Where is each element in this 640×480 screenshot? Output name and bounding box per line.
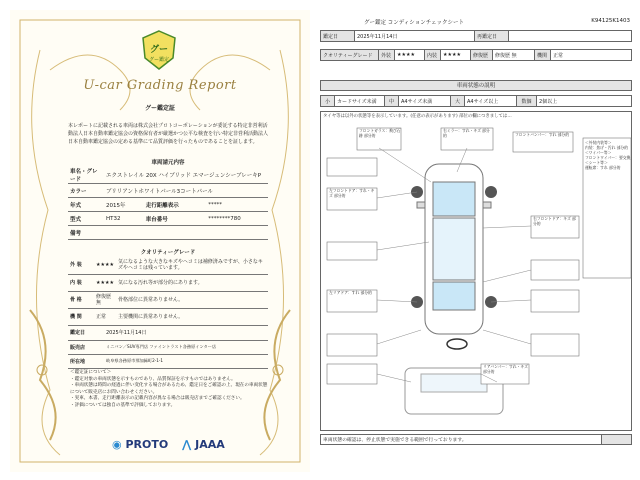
grade-desc: 気になる汚れ等が部分的にあります。 [116, 274, 268, 291]
grade-desc: 気になるような大きなキズやヘコミは補修済みですが、小さなキズやヘコミは残っています。 [116, 257, 268, 274]
date-label: 鑑定日 [321, 31, 355, 42]
sheet-header [320, 16, 632, 28]
table-row [68, 212, 268, 226]
side-note-line: ＜シート等＞ [585, 160, 608, 165]
date-label: 鑑定日 [68, 326, 104, 340]
table-row [68, 257, 268, 274]
section-car-title: 車両請元内容 [151, 160, 185, 166]
row-value: エクストレイル 20X ハイブリッド エマージェンシーブレーキP [104, 167, 268, 184]
row-key: 型式 [68, 212, 104, 226]
callout-text: 左リアドア：すれ 部分的 [329, 290, 372, 295]
remarks-label: 備考 [68, 226, 104, 240]
size-cell: 小 [321, 96, 335, 107]
size-cell: A4サイズ以上 [465, 96, 517, 107]
grade-stars: ★★★★ [94, 257, 116, 274]
side-note-line: フロントワイパー：要交換 [585, 155, 631, 160]
repair-label: 修復歴 [471, 50, 493, 61]
note-line: ・車両状態は時間の経過に伴い変化する場合があるため、鑑定日をご確認の上、現在の車両状態について販売店にお問い合わせください。 [70, 383, 268, 395]
quality-label: クオリティーグレード [321, 50, 379, 61]
callout-text: 右ミラー：すれ・キズ 部分的 [443, 128, 490, 138]
store-table [68, 326, 268, 369]
proto-logo: ◉ PROTO [112, 438, 169, 451]
table-row [321, 31, 632, 42]
row-value: ブリリアントホワイトパール3コートパール [104, 184, 268, 198]
table-row [68, 274, 268, 291]
report-title: U-car Grading Report [83, 78, 237, 93]
table-row [321, 50, 632, 61]
ext-value: ★★★★ [395, 50, 425, 61]
grade-key: 機 関 [68, 308, 94, 325]
grade-stars: ★★★★ [94, 274, 116, 291]
table-row [321, 96, 632, 107]
footnote-cell [602, 435, 632, 445]
table-row [68, 308, 268, 325]
table-row [68, 340, 268, 354]
mileage-value: ***** [206, 198, 268, 212]
vehicle-diagram-box [320, 111, 632, 431]
quality-row-table [320, 49, 632, 61]
int-label: 内装 [425, 50, 441, 61]
engine-label: 機関 [535, 50, 551, 61]
chassis-value: ********780 [206, 212, 268, 226]
table-row [68, 291, 268, 308]
callout-text: フロントバンパー：すれ 部分的 [515, 132, 570, 137]
jaaa-logo: ⋀ JAAA [182, 438, 225, 451]
grade-stars: 正常 [94, 308, 116, 325]
svg-text:グー鑑定: グー鑑定 [148, 57, 170, 63]
grade-desc: 主要機関に異常ありません。 [116, 308, 268, 325]
sheet-title: グー鑑定 コンディションチェックシート [364, 20, 465, 26]
callout-text: フロントガラス：飛び石跡 部分的 [359, 128, 401, 138]
size-cell: 大 [451, 96, 465, 107]
row-value: HT32 [104, 212, 144, 226]
table-row [68, 226, 268, 240]
sheet-number: K94125K1403 [591, 18, 630, 24]
svg-text:グー: グー [149, 45, 169, 55]
panel-title: 車両状態の説明 [320, 80, 632, 91]
side-note-line: ＜外装内装等＞ [585, 140, 612, 145]
chassis-label: 車台番号 [144, 212, 207, 226]
side-note-line: ＜ワイパー等＞ [585, 150, 612, 155]
grade-key: 内 装 [68, 274, 94, 291]
footnote-table [320, 434, 632, 445]
callout-text: リアバンパー：すれ・キズ 部分的 [483, 364, 528, 374]
cert-label: グー鑑定証 [144, 105, 175, 112]
size-legend-table [320, 95, 632, 107]
grade-stars: 修復歴 無 [94, 291, 116, 308]
remarks-value [104, 226, 268, 240]
size-cell: 2個以上 [537, 96, 632, 107]
row-key: 年式 [68, 198, 104, 212]
callout-text: 右フロントドア：キズ 部分的 [533, 216, 576, 226]
engine-value: 正常 [551, 50, 632, 61]
goo-badge-icon [141, 30, 177, 70]
footnote-text: 車両状態の確認は、停止状態で実施できる範囲で行っております。 [321, 435, 602, 445]
int-value: ★★★★ [441, 50, 471, 61]
note-line: ・鑑定対象の車両状態を示すものであり、品質保証を示すものではありません。 [70, 376, 236, 382]
row-value: 2015年 [104, 198, 144, 212]
section-grade-title: クオリティーグレード [140, 250, 196, 256]
grading-certificate [10, 10, 310, 472]
table-row [68, 198, 268, 212]
note-line: ・実車、本書、走行距離表示の記載内容が異なる場合は販売店までご確認ください。 [70, 396, 245, 401]
address-label: 所在地 [68, 354, 104, 368]
condition-check-sheet [320, 16, 632, 472]
note-line: ・評価については独自の基準で評価しております。 [70, 402, 176, 408]
table-row [68, 326, 268, 340]
row-key: カラー [68, 184, 104, 198]
grade-table [68, 257, 268, 326]
mileage-label: 走行距離表示 [144, 198, 207, 212]
row-key: 車名・グレード [68, 167, 104, 184]
size-cell: 数個 [517, 96, 537, 107]
side-notes [585, 140, 631, 170]
grade-key: 骨 格 [68, 291, 94, 308]
callout-text: 左フロントドア：すれ・キズ 部分的 [329, 188, 375, 198]
store-value: ミニバン／SUV専門店 ファイントラスト各務原インター店 [104, 340, 268, 354]
address-value: 岐阜県各務原市那加緑町2-1-1 [104, 354, 268, 368]
grade-key: 外 装 [68, 257, 94, 274]
next-date-label: 再鑑定日 [475, 31, 509, 42]
store-label: 販売店 [68, 340, 104, 354]
next-date-value [509, 31, 632, 42]
grade-desc: 骨格部位に異常ありません。 [116, 291, 268, 308]
table-row [68, 184, 268, 198]
diagram-legend: タイヤ等は以外の状態等を表示しています。(任意の表示があります) 部位の欄につきましては… [323, 114, 512, 119]
side-note-line: 内装：焦げ・汚れ 部分的 [585, 145, 628, 150]
size-cell: 中 [385, 96, 399, 107]
side-note-line: 運転席：すれ 部分的 [585, 165, 621, 170]
size-cell: カードサイズ未満 [335, 96, 385, 107]
certificate-notes [70, 370, 270, 409]
table-row [68, 167, 268, 184]
table-row [321, 435, 632, 445]
intro-text: 本レポートに記載される車両は株式会社プロトコーポレーションが委託する特定非営利活動法人日本自動車鑑定協会の資格保有者が厳選かつ公平な検査を行い特定非営利活動法人日本自動車鑑定協会の定める基準にて品質評価を行ったものであることを証します。 [68, 123, 269, 145]
date-value: 2025年11月14日 [104, 326, 268, 340]
size-cell: A4サイズ未満 [399, 96, 451, 107]
note-line: ＜鑑定証について＞ [70, 370, 112, 375]
date-value: 2025年11月14日 [355, 31, 475, 42]
vehicle-info-table [68, 167, 268, 240]
date-row-table [320, 30, 632, 42]
repair-value: 修復歴 無 [493, 50, 535, 61]
ext-label: 外装 [379, 50, 395, 61]
table-row [68, 354, 268, 368]
